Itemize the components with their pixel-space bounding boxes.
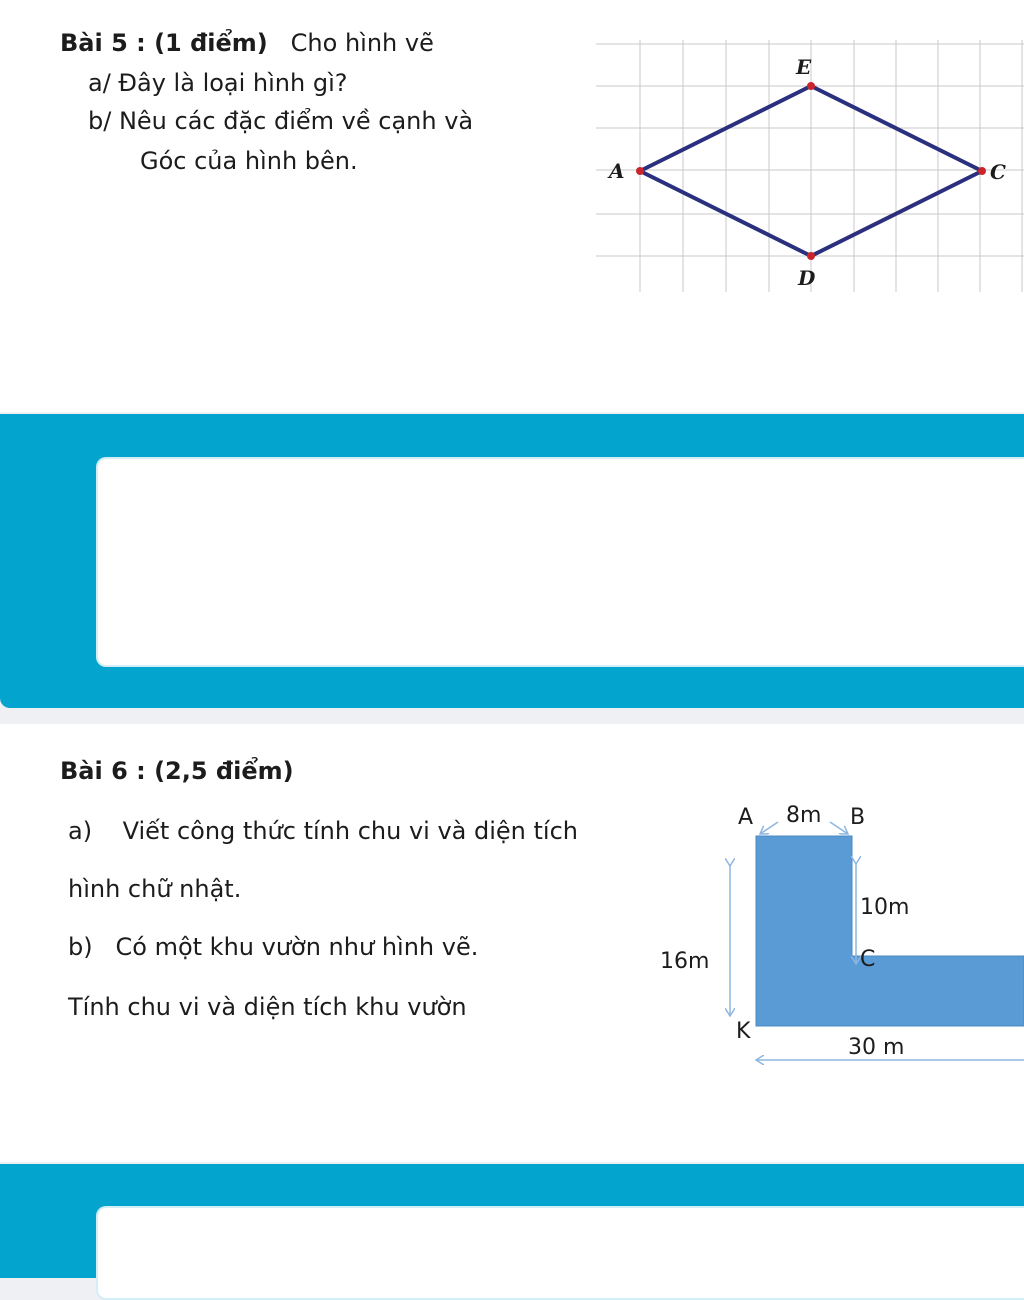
garden-figure <box>650 804 1024 1074</box>
arrow-ab-right <box>830 822 848 834</box>
vertex-d <box>807 252 815 260</box>
dim-ak: 16m <box>660 949 710 974</box>
exercise-5-card <box>0 0 1024 412</box>
garden-shape <box>756 836 1024 1026</box>
exercise-6-card <box>0 724 1024 1162</box>
rhombus-figure <box>596 40 1024 292</box>
label-garden-a: A <box>738 805 754 830</box>
label-garden-b: B <box>850 805 866 830</box>
exercise-5-title: Bài 5 : (1 điểm) <box>60 29 268 57</box>
exercise-5-question-a: a/ Đây là loại hình gì? <box>88 69 348 97</box>
answer-input-5[interactable] <box>96 457 1024 667</box>
exercise-6-question-a-line2: hình chữ nhật. <box>68 875 242 903</box>
exercise-6-question-a-line1 <box>68 816 578 846</box>
label-d: D <box>798 266 816 290</box>
exercise-6-question-b-text: Có một khu vườn như hình vẽ. <box>115 933 479 961</box>
vertex-a <box>636 167 644 175</box>
exercise-5-question-b-line2: Góc của hình bên. <box>140 147 358 175</box>
label-a: A <box>609 159 625 183</box>
label-e: E <box>796 55 812 79</box>
dim-bottom: 30 m <box>848 1035 905 1060</box>
exercise-6-question-b-line1 <box>68 932 478 962</box>
exercise-6-question-a-prefix: a) <box>68 817 93 845</box>
label-garden-k: K <box>736 1019 751 1044</box>
exercise-5-intro: Cho hình vẽ <box>290 29 434 57</box>
label-c: C <box>990 160 1006 184</box>
exercise-6-question-b-prefix: b) <box>68 933 93 961</box>
exercise-5-heading <box>60 28 434 58</box>
label-garden-c: C <box>860 947 876 972</box>
exercise-6-question-a-text: Viết công thức tính chu vi và diện tích <box>122 817 578 845</box>
exercise-6-question-b-line2: Tính chu vi và diện tích khu vườn <box>68 993 467 1021</box>
vertex-c <box>978 167 986 175</box>
exercise-5-question-b-line1: b/ Nêu các đặc điểm về cạnh và <box>88 107 474 135</box>
exercise-6-title: Bài 6 : (2,5 điểm) <box>60 757 294 785</box>
vertex-e <box>807 82 815 90</box>
dim-bc: 10m <box>860 895 910 920</box>
arrow-ab-left <box>760 822 778 834</box>
answer-input-6[interactable] <box>96 1206 1024 1300</box>
dim-ab: 8m <box>786 804 822 828</box>
